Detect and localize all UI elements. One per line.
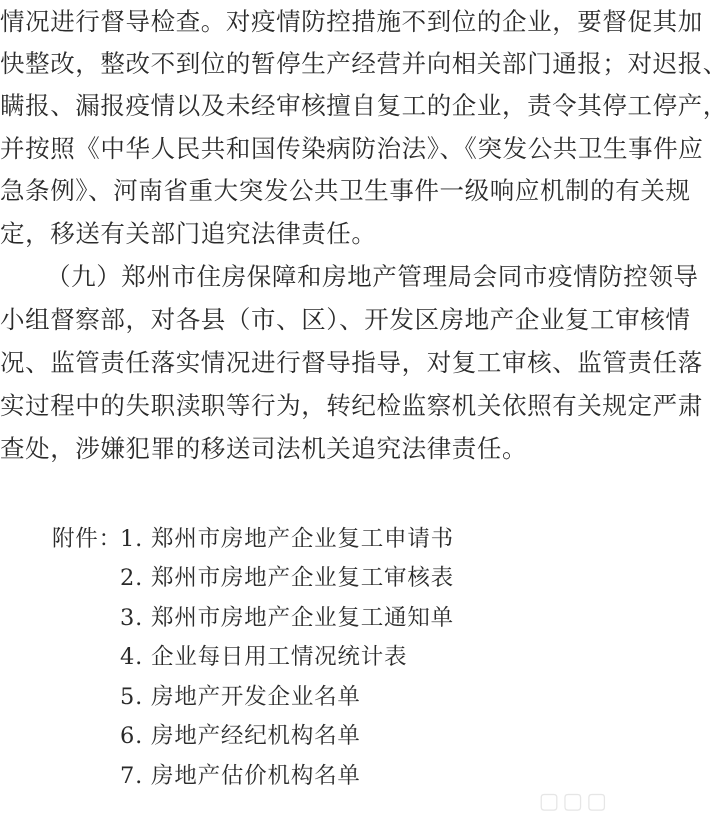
attachment-item-7: 7. 房地产估价机构名单 [120,763,361,789]
paragraph-8-line-3: 瞒报、漏报疫情以及未经审核擅自复工的企业，责令其停工停产， [0,91,728,120]
paragraph-8-line-6: 定，移送有关部门追究法律责任。 [0,219,377,248]
attachment-item-2: 2. 郑州市房地产企业复工审核表 [120,565,454,591]
paragraph-8-line-1: 情况进行督导检查。对疫情防控措施不到位的企业，要督促其加 [0,7,703,36]
attachment-item-5: 5. 房地产开发企业名单 [120,684,361,710]
paragraph-8-line-2: 快整改，整改不到位的暂停生产经营并向相关部门通报；对迟报、 [0,49,728,78]
attachment-item-1: 1. 郑州市房地产企业复工申请书 [120,526,454,552]
attachments-label: 附件： [52,526,122,552]
attachment-item-4: 4. 企业每日用工情况统计表 [120,644,408,670]
paragraph-9-line-3: 况、监管责任落实情况进行督导指导，对复工审核、监管责任落 [0,348,703,377]
paragraph-9-line-5: 查处，涉嫌犯罪的移送司法机关追究法律责任。 [0,434,528,463]
paragraph-9-line-4: 实过程中的失职渎职等行为，转纪检监察机关依照有关规定严肃 [0,391,703,420]
paragraph-8-line-5: 急条例》、河南省重大突发公共卫生事件一级响应机制的有关规 [0,176,691,205]
attachment-item-3: 3. 郑州市房地产企业复工通知单 [120,605,454,631]
paragraph-9-line-2: 小组督察部，对各县（市、区）、开发区房地产企业复工审核情 [0,305,691,334]
watermark-logo: ▢▢▢ [538,788,610,813]
attachment-item-6: 6. 房地产经纪机构名单 [120,723,361,749]
paragraph-8-line-4: 并按照《中华人民共和国传染病防治法》、《突发公共卫生事件应 [0,134,704,163]
paragraph-9-line-1: （九）郑州市住房保障和房地产管理局会同市疫情防控领导 [46,262,699,291]
